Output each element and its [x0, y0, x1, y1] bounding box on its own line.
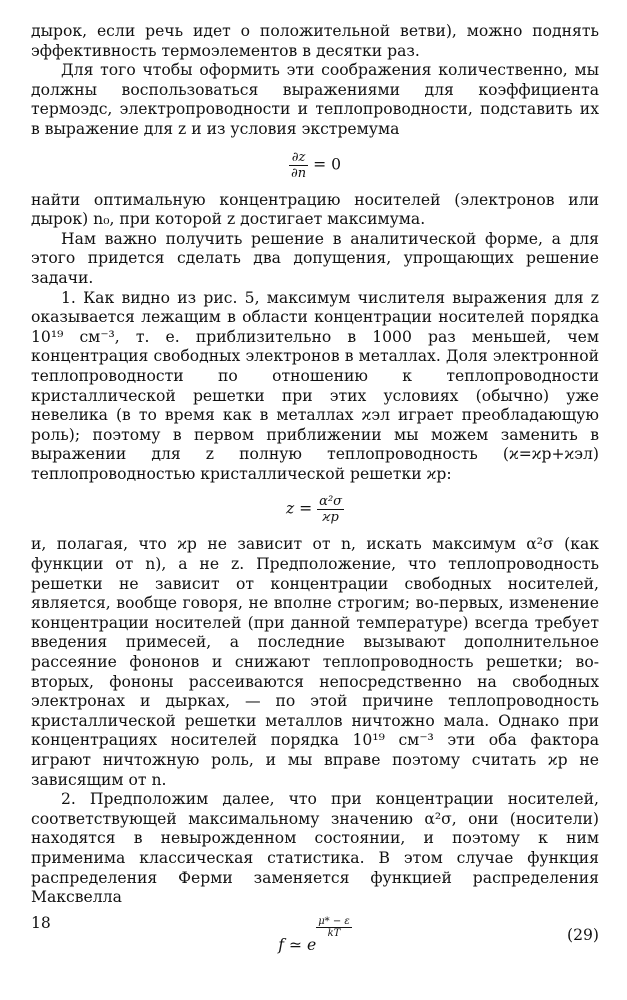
paragraph-3: найти оптимальную концентрацию носителей (электронов или дырок) n₀, при которой z достигает максимума. [31, 190, 599, 229]
formula-maxwell [31, 916, 599, 956]
page-body [31, 22, 599, 955]
fraction-denominator: ∂n [290, 165, 307, 181]
formula-maxwell-lhs: f ≃ e [278, 935, 317, 954]
fraction-dz-dn [289, 150, 308, 181]
fraction-alpha-sigma [317, 494, 344, 525]
paragraph-4: Нам важно получить решение в аналитической форме, а для этого придется сделать два допущения, упрощающих решение задачи. [31, 229, 599, 287]
paragraph-6: и, полагая, что ϰр не зависит от n, искать максимум α²σ (как функции от n), а не z. Предположение, что теплопроводность решетки не зависит от концентрации свободных носителей, является, вообще говоря, не вполне строгим; во-первых, изменение концентрации носителей (при данной температуре) всегда требует введения примесей, а последние вызывают дополнительное рассеяние фононов и снижают теплопроводность решетки; во-вторых, фононы рассеиваются непосредственно на свободных электронах и дырках, — по этой причине теплопроводность кристаллической решетки металлов ничтожно мала. Однако при концентрациях носителей порядка 10¹⁹ см⁻³ эти оба фактора играют ничтожную роль, и мы вправе поэтому считать ϰр не зависящим от n. [31, 535, 599, 789]
paragraph-5: 1. Как видно из рис. 5, максимум числителя выражения для z оказывается лежащим в области концентрации носителей порядка 10¹⁹ см⁻³, т. е. приблизительно в 1000 раз меньшей, чем концентрация свободных электронов в металлах. Доля электронной теплопроводности по отношению к теплопроводности кристаллической решетки при этих условиях (обычно) уже невелика (в то время как в металлах ϰэл играет преобладающую роль); поэтому в первом приближении мы можем заменить в выражении для z полную теплопроводность (ϰ=ϰр+ϰэл) теплопроводностью кристаллической решетки ϰр: [31, 288, 599, 483]
exponent-fraction [316, 916, 352, 939]
fraction-numerator: ∂z [289, 150, 308, 166]
formula-extremum [31, 150, 599, 181]
exponent-denominator: kT [327, 927, 341, 939]
page-number: 18 [31, 914, 51, 932]
exponent-numerator: μ* − ε [318, 915, 350, 927]
paragraph-1: дырок, если речь идет о положительной ветви), можно поднять эффективность термоэлементов в десятки раз. [31, 22, 599, 60]
paragraph-7: 2. Предположим далее, что при концентрации носителей, соответствующей максимальному значению α²σ, они (носители) находятся в невырожденном состоянии, и поэтому к ним применима классическая статистика. В этом случае функция распределения Ферми заменяется функцией распределения Максвелла [31, 790, 599, 907]
paragraph-2: Для того чтобы оформить эти соображения количественно, мы должны воспользоваться выражениями для коэффициента термоэдс, электропроводности и теплопроводности, подставить их в выражение для z и из условия экстремума [31, 61, 599, 138]
formula-z [31, 494, 599, 525]
formula-rhs: = 0 [313, 155, 342, 174]
equation-number: (29) [566, 925, 599, 944]
formula-z-lhs: z = [285, 499, 313, 518]
fraction-denominator: ϰр [322, 510, 339, 526]
fraction-numerator: α²σ [319, 494, 343, 510]
